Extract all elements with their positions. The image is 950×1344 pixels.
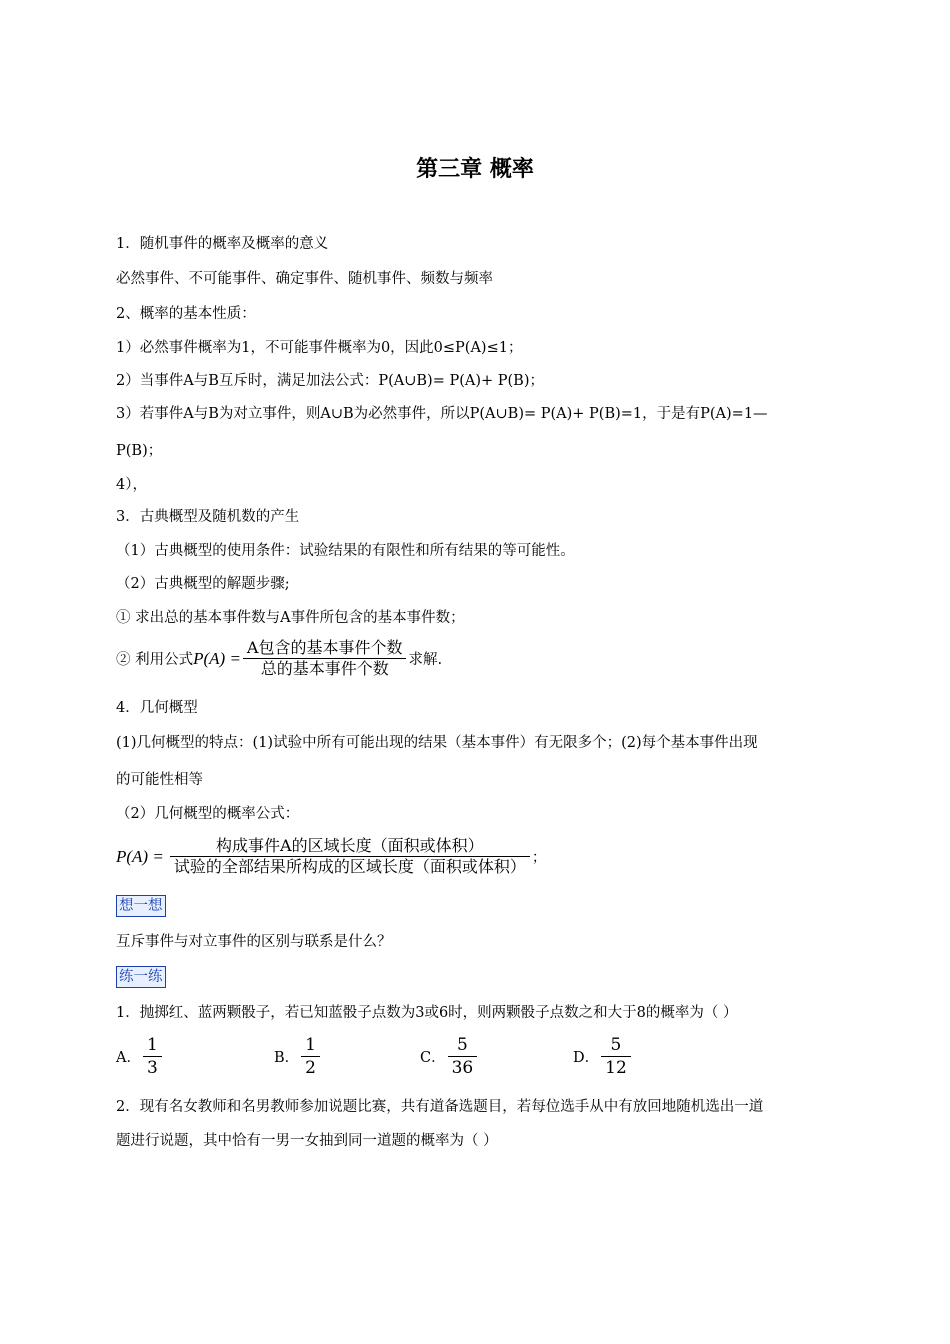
practice-question-2: 2．现有名女教师和名男教师参加说题比赛，共有道备选题目，若每位选手从中有放回地随机选出一道 xyxy=(116,1099,764,1115)
section-3-heading: 3．古典概型及随机数的产生 xyxy=(116,509,300,525)
classical-step-1: ① 求出总的基本事件数与A事件所包含的基本事件数； xyxy=(116,610,465,626)
geometric-features-cont: 的可能性相等 xyxy=(116,772,203,788)
chapter-title: 第三章 概率 xyxy=(416,157,534,182)
property-4: 4）， xyxy=(116,477,147,493)
option-c-fraction xyxy=(448,1034,478,1079)
option-c-letter: C． xyxy=(420,1050,446,1066)
geometric-formula xyxy=(116,836,546,877)
practice-question-1: 1．抛掷红、蓝两颗骰子，若已知蓝骰子点数为3或6时，则两颗骰子点数之和大于8的概率为（ ） xyxy=(116,1005,738,1021)
option-c[interactable] xyxy=(420,1034,479,1079)
option-a-fraction xyxy=(143,1034,162,1079)
section-4-heading: 4．几何概型 xyxy=(116,700,198,716)
property-1: 1）必然事件概率为1，不可能事件概率为0，因此0≤P(A)≤1； xyxy=(116,340,523,356)
formula-lhs: P(A) = xyxy=(193,648,241,668)
option-d-den: 12 xyxy=(601,1056,631,1079)
option-a-letter: A． xyxy=(116,1050,141,1066)
geo-formula-lhs: P(A) = xyxy=(116,846,164,866)
option-d[interactable] xyxy=(573,1034,633,1079)
geometric-features: (1)几何概型的特点：(1)试验中所有可能出现的结果（基本事件）有无限多个；(2)每个基本事件出现 xyxy=(116,735,758,751)
formula-fraction xyxy=(243,638,407,679)
classical-condition: （1）古典概型的使用条件：试验结果的有限性和所有结果的等可能性。 xyxy=(116,543,575,559)
question-1-options xyxy=(116,1034,816,1084)
option-c-den: 36 xyxy=(448,1056,478,1079)
geo-formula-numerator: 构成事件A的区域长度（面积或体积） xyxy=(216,836,484,855)
option-c-num: 5 xyxy=(457,1035,468,1055)
option-b-fraction xyxy=(301,1034,320,1079)
formula-suffix: 求解. xyxy=(408,652,443,668)
geometric-formula-heading: （2）几何概型的概率公式： xyxy=(116,806,300,822)
think-question: 互斥事件与对立事件的区别与联系是什么？ xyxy=(116,934,392,950)
formula-denominator: 总的基本事件个数 xyxy=(243,658,407,679)
formula-numerator: A包含的基本事件个数 xyxy=(246,638,403,657)
geo-formula-denominator: 试验的全部结果所构成的区域长度（面积或体积） xyxy=(170,856,530,877)
classical-steps: （2）古典概型的解题步骤; xyxy=(116,576,290,592)
option-b[interactable] xyxy=(274,1034,322,1079)
section-1-heading: 1．随机事件的概率及概率的意义 xyxy=(116,236,329,252)
practice-label: 练一练 xyxy=(116,966,166,988)
option-d-letter: D． xyxy=(573,1050,600,1066)
property-3-cont: P(B)； xyxy=(116,443,163,459)
formula-prefix: ② 利用公式 xyxy=(116,652,194,668)
practice-question-2-cont: 题进行说题，其中恰有一男一女抽到同一道题的概率为（ ） xyxy=(116,1133,498,1149)
option-d-num: 5 xyxy=(610,1035,622,1055)
option-a-num: 1 xyxy=(146,1035,158,1055)
think-label: 想一想 xyxy=(116,895,166,917)
option-b-letter: B． xyxy=(274,1050,300,1066)
section-1-text: 必然事件、不可能事件、确定事件、随机事件、频数与频率 xyxy=(116,271,493,287)
option-a-den: 3 xyxy=(143,1056,162,1079)
option-a[interactable] xyxy=(116,1034,164,1079)
property-3: 3）若事件A与B为对立事件，则A∪B为必然事件，所以P(A∪B)= P(A)+ P(B)=1，于是有P(A)=1— xyxy=(116,406,768,422)
geo-formula-fraction xyxy=(170,836,530,877)
geo-formula-suffix: ； xyxy=(531,850,547,866)
option-b-num: 1 xyxy=(305,1035,316,1055)
section-2-heading: 2、概率的基本性质： xyxy=(116,306,256,322)
option-b-den: 2 xyxy=(301,1056,320,1079)
option-d-fraction xyxy=(601,1034,631,1079)
property-2: 2）当事件A与B互斥时，满足加法公式：P(A∪B)= P(A)+ P(B)； xyxy=(116,373,544,389)
classical-formula xyxy=(116,638,442,679)
